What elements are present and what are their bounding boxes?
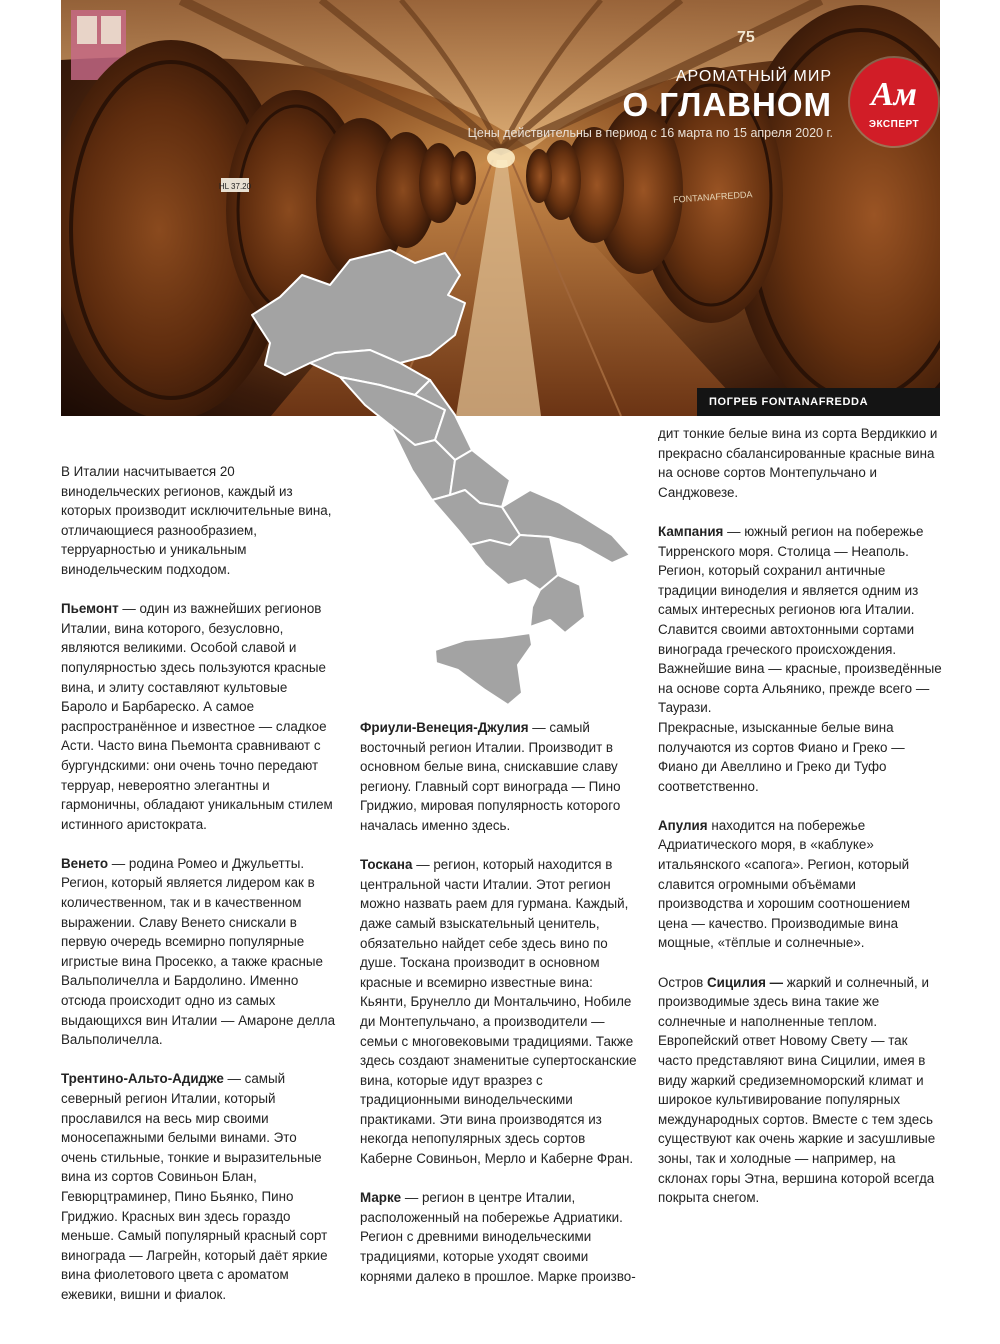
logo-word: ЭКСПЕРТ xyxy=(868,119,920,130)
sicily-heading: Сицилия — xyxy=(706,974,784,990)
campania-text: — южный регион на побережье Тирренского моря. Столица — Неаполь. Регион, который сохранил античные традиции виноделия и является одним из самых интересных регионов юга Италии. Славится своими автохтонными сортами винограда греческого происхождения. Важнейшие вина — красные, произведённые на основе сорта Альянико, прежде всего — Таурази. xyxy=(658,523,942,716)
column-3 xyxy=(658,424,943,1227)
marche-text: — регион в центре Италии, расположенный на побережье Адриатики. Регион с древними винодельческими традициями, которые уходят своими корнями далеко в прошлое. Марке произво- xyxy=(360,1190,636,1284)
am-expert-logo[interactable] xyxy=(850,58,938,146)
trentino-heading: Трентино-Альто-Адидже xyxy=(61,1071,224,1087)
campania-white-paragraph: Прекрасные, изысканные белые вина получаются из сортов Фиано и Греко — Фиано ди Авеллино и Греко ди Туфо соответственно. xyxy=(658,719,905,794)
sicily-text: жаркий и солнечный, и производимые здесь вина такие же солнечные и наполненные теплом. Европейский ответ Новому Свету — так часто представляют вина Сицилии, имея в виду жаркий средиземноморский климат и широкое культивирование популярных международных сортов. Вместе с тем здесь существуют как очень жаркие и засушливые зоны, так и холодные — например, на склонах горы Этна, вершина которой всегда покрыта снегом. xyxy=(658,974,936,1206)
logo-mark: Ам xyxy=(871,76,917,113)
marche-paragraph xyxy=(360,1188,637,1286)
piemonte-text: — один из важнейших регионов Италии, вина которого, безусловно, являются великими. Особой славой и популярностью здесь пользуются красные вина, и элиту составляют культовые Бароло и Барбареско. А самое распространённое и известное — сладкое Асти. Часто вина Пьемонта сравнивают с бургундскими: они очень точно передают терруар, невероятно элегантны и гармоничны, обладают уникальным стилем истинного аристократа. xyxy=(61,601,333,832)
header-dates: Цены действительны в период с 16 марта по 15 апреля 2020 г. xyxy=(467,126,833,140)
marche-continued-paragraph: дит тонкие белые вина из сорта Вердиккио и прекрасно сбалансированные красные вина на основе сортов Монтепульчано и Санджовезе. xyxy=(658,426,938,500)
toscana-text: — регион, который находится в центральной части Италии. Этот регион можно назвать раем для гурмана. Каждый, даже самый взыскательный ценитель, обязательно найдет себе здесь вино по душе. Тоскана производит в основном красные и всемирно известные вина: Кьянти, Брунелло ди Монтальчино, Нобиле ди Монтепульчано, а производители — семьи с многовековыми традициями. Также здесь создают знаменитые супертосканские вина, которые идут вразрез с традиционными винодельческими практиками. Эти вина производятся из некогда непопулярных здесь сортов Каберне Совиньон, Мерло и Каберне Фран. xyxy=(360,857,637,1167)
trentino-text: — самый северный регион Италии, который прославился на весь мир своими моносепажными белыми винами. Это очень стильные, тонкие и выразительные вина из сортов Совиньон Блан, Гевюрцтраминер, Пино Бьянко, Пино Гриджио. Красных вин здесь гораздо меньше. Самый популярный красный сорт винограда — Лагрейн, который даёт яркие вина фиолетового цвета с ароматом ежевики, вишни и фиалок. xyxy=(61,1071,328,1302)
campania-heading: Кампания xyxy=(658,523,724,539)
photo-caption-box xyxy=(697,388,940,416)
campania-paragraph xyxy=(658,522,943,718)
sicily-paragraph xyxy=(658,973,943,1208)
barrel-label-2: 75 xyxy=(737,29,755,46)
column-2 xyxy=(360,718,637,1306)
puglia-paragraph xyxy=(658,816,943,953)
intro-paragraph: В Италии насчитывается 20 винодельческих регионов, каждый из которых производит исключительные вина, отличающиеся разнообразием, терруарностью и уникальным винодельческим подходом. xyxy=(61,464,332,577)
toscana-heading: Тоскана xyxy=(360,857,413,873)
sicily-prefix: Остров xyxy=(658,974,707,990)
header-title: О ГЛАВНОМ xyxy=(622,86,832,123)
friuli-heading: Фриули-Венеция-Джулия xyxy=(360,720,529,735)
puglia-text: находится на побережье Адриатического моря, в «каблуке» итальянского «сапога». Регион, который славится огромными объёмами производства и хорошим соотношением цена — качество. Производимые вина мощные, «тёплые и солнечные». xyxy=(658,817,911,951)
header-supertitle: АРОМАТНЫЙ МИР xyxy=(675,68,832,85)
friuli-paragraph xyxy=(360,718,637,836)
piemonte-heading: Пьемонт xyxy=(61,601,119,617)
toscana-paragraph xyxy=(360,855,637,1169)
veneto-paragraph xyxy=(61,854,336,1050)
veneto-text: — родина Ромео и Джульетты. Регион, который является лидером как в количественном, так и в качественном выражении. Славу Венето снискали в первую очередь всемирно популярные игристые вина Просекко, а также красные Вальполичелла и Бардолино. Именно отсюда происходит одно из самых выдающихся вин Италии — Амароне делла Вальполичелла. xyxy=(61,855,336,1048)
barrel-label-3: FONTANAFREDDA xyxy=(672,189,753,205)
piemonte-paragraph xyxy=(61,599,336,834)
friuli-text: — самый восточный регион Италии. Производит в основном белые вина, снискавшие славу региону. Главный сорт винограда — Пино Гриджио, мировая популярность которого началась именно здесь. xyxy=(360,720,621,833)
veneto-heading: Венето xyxy=(61,855,109,871)
barrel-label-1: HL 37.20 xyxy=(218,182,252,191)
trentino-paragraph xyxy=(61,1069,336,1304)
puglia-heading: Апулия xyxy=(658,817,708,833)
column-1 xyxy=(61,462,336,1324)
photo-caption: ПОГРЕБ FONTANAFREDDA xyxy=(709,396,869,408)
marche-heading: Марке xyxy=(360,1190,402,1206)
